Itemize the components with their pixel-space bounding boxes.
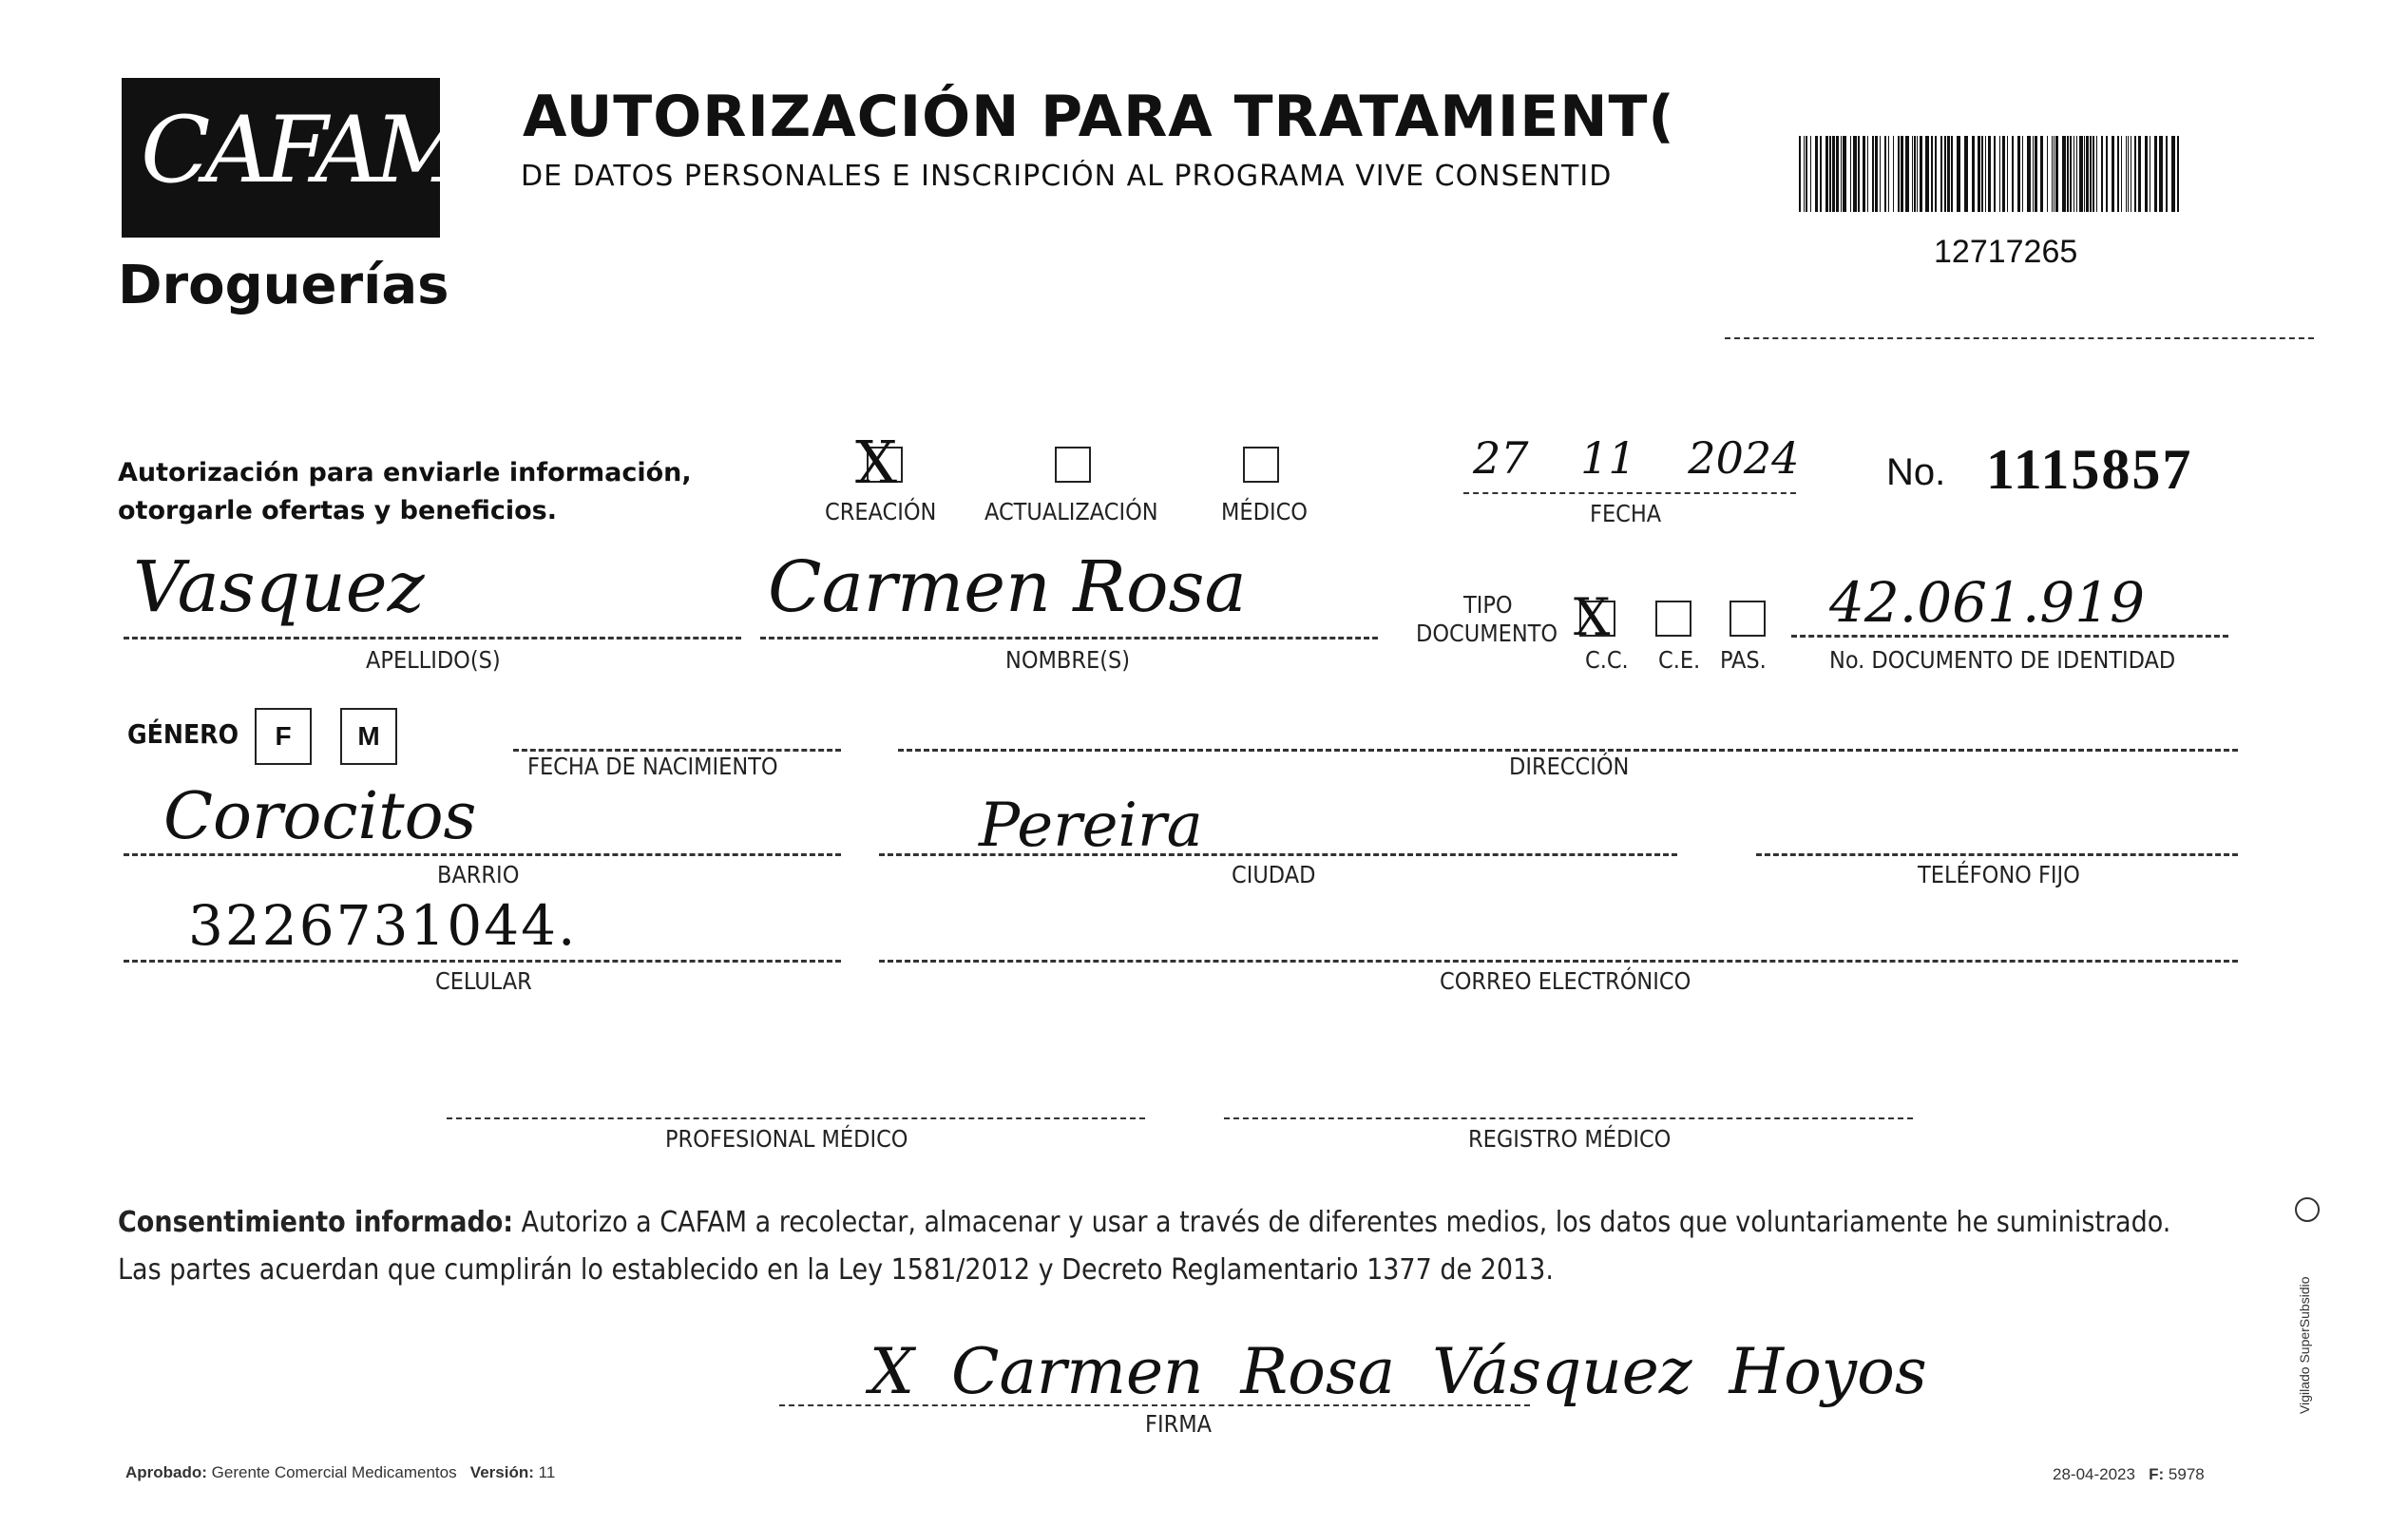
barcode-bar (1888, 136, 1889, 212)
cafam-logo (122, 78, 463, 238)
barcode-bar (1836, 136, 1839, 212)
aprobado-label: Aprobado: (125, 1463, 207, 1481)
barcode-bar (2090, 136, 2092, 212)
profesional-label: PROFESIONAL MÉDICO (665, 1125, 908, 1153)
approval-info (125, 1463, 555, 1482)
barcode-bar (2052, 136, 2053, 212)
barcode-bar (1872, 136, 1874, 212)
brand-subtitle: Droguerías (118, 255, 449, 316)
barcode-bar (2145, 136, 2148, 212)
fecha-value[interactable]: 27 11 2024 (1473, 432, 1800, 484)
telefono-label: TELÉFONO FIJO (1918, 861, 2080, 888)
barcode-bar (2166, 136, 2168, 212)
barcode-bar (2177, 136, 2179, 212)
barcode-bar (2033, 136, 2034, 212)
barcode-bar (2027, 136, 2031, 212)
barcode-bar (2096, 136, 2097, 212)
profesional-line (447, 1117, 1145, 1119)
barcode-bar (1829, 136, 1831, 212)
barcode-bar (1957, 136, 1960, 212)
barcode-bar (2084, 136, 2085, 212)
actualizacion-label: ACTUALIZACIÓN (984, 498, 1158, 525)
barcode-bar (2128, 136, 2129, 212)
genero-m-box[interactable]: M (340, 708, 397, 765)
barcode-bar (1806, 136, 1807, 212)
ciudad-label: CIUDAD (1232, 861, 1316, 888)
barcode-bar (1820, 136, 1822, 212)
consent-bold: Consentimiento informado: (118, 1206, 514, 1239)
checkbox-creacion[interactable] (855, 428, 903, 497)
barcode (1799, 136, 2184, 212)
barcode-bar (1940, 136, 1942, 212)
checkbox-medico[interactable] (1243, 447, 1279, 483)
barcode-bar (1925, 136, 1929, 212)
barcode-bar (1804, 136, 1805, 212)
barrio-line (124, 853, 841, 856)
form-number: 1115857 (1986, 438, 2193, 501)
barcode-bar (2040, 136, 2043, 212)
barcode-number: 12717265 (1934, 234, 2078, 270)
barcode-bar (1914, 136, 1916, 212)
header-divider (1725, 337, 2314, 339)
ciudad-value[interactable]: Pereira (979, 791, 1203, 861)
direccion-line (898, 749, 2238, 752)
barcode-bar (1893, 136, 1894, 212)
barcode-bar (2017, 136, 2020, 212)
barcode-bar (1880, 136, 1881, 212)
form-subtitle: DE DATOS PERSONALES E INSCRIPCIÓN AL PROGRAMA VIVE CONSENTID (521, 160, 1613, 193)
barcode-bar (1978, 136, 1980, 212)
barcode-bar (1917, 136, 1918, 212)
checkbox-ce[interactable] (1655, 601, 1691, 637)
barcode-bar (2012, 136, 2014, 212)
barcode-bar (2159, 136, 2163, 212)
pas-label: PAS. (1720, 646, 1767, 674)
nacimiento-line (513, 749, 841, 752)
barcode-bar (2047, 136, 2048, 212)
barcode-bar (1931, 136, 1933, 212)
documento-line (1791, 635, 2228, 638)
barcode-bar (1964, 136, 1968, 212)
ce-label: C.E. (1658, 646, 1701, 674)
fecha-label: FECHA (1590, 500, 1662, 527)
barcode-bar (1799, 136, 1801, 212)
checkbox-actualizacion[interactable] (1055, 447, 1091, 483)
signature-line (779, 1404, 1530, 1406)
barcode-bar (2062, 136, 2066, 212)
consent-text-2: Las partes acuerdan que cumplirán lo establecido en la Ley 1581/2012 y Decreto Reglamentario 1377 de 2013. (118, 1253, 1554, 1287)
ciudad-line (879, 853, 1677, 856)
footer-date: 28-04-2023 (2053, 1465, 2135, 1483)
barcode-bar (1841, 136, 1842, 212)
barcode-bar (1863, 136, 1865, 212)
nombre-line (760, 637, 1378, 639)
barcode-bar (1825, 136, 1828, 212)
documento-value[interactable]: 42.061.919 (1829, 570, 2146, 635)
barcode-bar (1850, 136, 1851, 212)
barcode-bar (2121, 136, 2122, 212)
checkbox-cc[interactable] (1574, 587, 1615, 647)
barcode-bar (1988, 136, 1991, 212)
barcode-bar (2035, 136, 2037, 212)
barcode-bar (2070, 136, 2072, 212)
barcode-bar (2055, 136, 2058, 212)
consent-paragraph (118, 1199, 2275, 1294)
barcode-bar (2126, 136, 2127, 212)
tipo-label: TIPO (1463, 591, 1513, 619)
authorization-text (118, 454, 692, 530)
check-mark-icon: X (1574, 587, 1611, 647)
code-label: F: (2149, 1465, 2165, 1483)
barcode-bar (1920, 136, 1922, 212)
barcode-bar (2154, 136, 2157, 212)
check-mark-icon: X (855, 428, 898, 497)
documento-label: DOCUMENTO (1416, 620, 1558, 647)
checkbox-pas[interactable] (1730, 601, 1766, 637)
seal-icon (2295, 1197, 2320, 1222)
footer-code (2053, 1465, 2205, 1484)
registro-line (1224, 1117, 1913, 1119)
barcode-bar (1898, 136, 1900, 212)
telefono-line (1756, 853, 2238, 856)
fecha-line (1463, 492, 1796, 494)
documento-identidad-label: No. DOCUMENTO DE IDENTIDAD (1829, 646, 2176, 674)
medico-label: MÉDICO (1221, 498, 1308, 525)
barcode-bar (2086, 136, 2089, 212)
barcode-bar (2022, 136, 2023, 212)
barcode-bar (1843, 136, 1846, 212)
barcode-bar (1999, 136, 2000, 212)
genero-label: GÉNERO (127, 718, 239, 750)
barcode-bar (2076, 136, 2077, 212)
firma-label: FIRMA (1145, 1410, 1212, 1438)
version-label: Versión: (469, 1463, 534, 1481)
no-label: No. (1886, 451, 1946, 493)
aprobado-value: Gerente Comercial Medicamentos (211, 1463, 457, 1481)
barcode-bar (1944, 136, 1946, 212)
nombre-value[interactable]: Carmen Rosa (768, 546, 1247, 628)
barcode-bar (1951, 136, 1953, 212)
celular-label: CELULAR (435, 967, 532, 995)
barcode-bar (1994, 136, 1996, 212)
nacimiento-label: FECHA DE NACIMIENTO (527, 753, 778, 780)
barcode-bar (2134, 136, 2136, 212)
form-title: AUTORIZACIÓN PARA TRATAMIENT( (523, 84, 1675, 150)
vigilado-text: Vigilado SuperSubsidio (2297, 1276, 2312, 1414)
barcode-bar (1972, 136, 1975, 212)
registro-label: REGISTRO MÉDICO (1468, 1125, 1672, 1153)
barcode-bar (1935, 136, 1937, 212)
creacion-label: CREACIÓN (825, 498, 937, 525)
barcode-bar (1832, 136, 1835, 212)
cc-label: C.C. (1585, 646, 1629, 674)
barrio-value[interactable]: Corocitos (163, 779, 477, 854)
barcode-bar (2002, 136, 2005, 212)
barcode-bar (1985, 136, 1986, 212)
barcode-bar (2106, 136, 2108, 212)
barcode-bar (1884, 136, 1886, 212)
barcode-bar (2067, 136, 2069, 212)
barcode-bar (1912, 136, 1913, 212)
barcode-bar (1858, 136, 1860, 212)
barcode-bar (2093, 136, 2094, 212)
authorization-line-2: otorgarle ofertas y beneficios. (118, 496, 557, 525)
barcode-bar (1875, 136, 1878, 212)
barcode-bar (2007, 136, 2008, 212)
correo-label: CORREO ELECTRÓNICO (1440, 967, 1691, 995)
code-value: 5978 (2168, 1465, 2205, 1483)
apellido-value[interactable]: Vasquez (133, 546, 425, 628)
barcode-bar (1810, 136, 1811, 212)
celular-line (124, 960, 841, 963)
barcode-bar (1947, 136, 1950, 212)
barcode-bar (1981, 136, 1983, 212)
consent-text-1: Autorizo a CAFAM a recolectar, almacenar y usar a través de diferentes medios, los datos que voluntariamente he suministrado. (513, 1206, 2171, 1239)
barcode-bar (2079, 136, 2083, 212)
celular-value[interactable]: 3226731044. (188, 893, 578, 958)
vigilado-seal (2285, 1197, 2323, 1414)
barcode-bar (2138, 136, 2141, 212)
version-value: 11 (538, 1463, 556, 1481)
signature-value[interactable]: X Carmen Rosa Vásquez Hoyos (870, 1335, 1927, 1408)
nombre-label: NOMBRE(S) (1005, 646, 1131, 674)
barcode-bar (2112, 136, 2114, 212)
barcode-bar (1901, 136, 1903, 212)
apellido-label: APELLIDO(S) (366, 646, 501, 674)
barcode-bar (2101, 136, 2103, 212)
barcode-bar (1853, 136, 1857, 212)
authorization-line-1: Autorización para enviarle información, (118, 458, 692, 487)
direccion-label: DIRECCIÓN (1509, 753, 1630, 780)
apellido-line (124, 637, 741, 639)
barcode-bar (2117, 136, 2119, 212)
correo-line (879, 960, 2238, 963)
barcode-bar (1867, 136, 1868, 212)
barrio-label: BARRIO (437, 861, 520, 888)
barcode-bar (1815, 136, 1818, 212)
logo-text: CAFAM (141, 97, 463, 203)
genero-f-box[interactable]: F (255, 708, 312, 765)
barcode-bar (2171, 136, 2175, 212)
barcode-bar (1905, 136, 1909, 212)
